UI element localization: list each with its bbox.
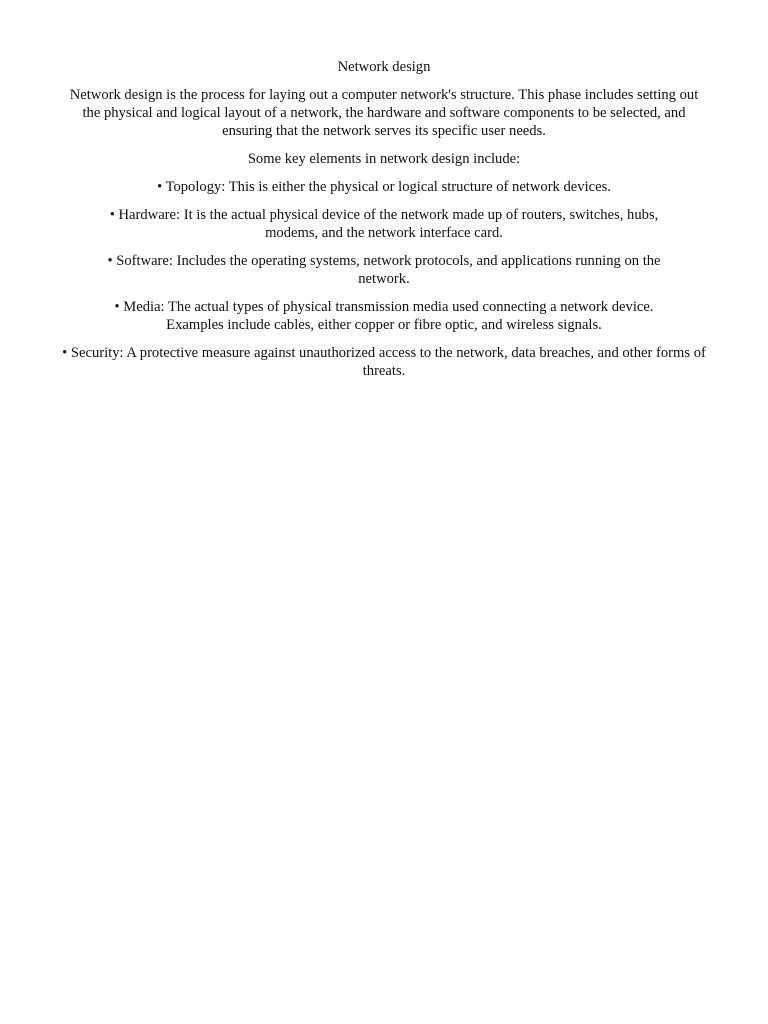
document-page bbox=[64, 58, 704, 390]
intro-paragraph: Network design is the process for laying out a computer network's structure. This phase includes setting out the physical and logical layout of a network, the hardware and software components to be selected, and ensuring that the network serves its specific user needs. bbox=[69, 87, 699, 139]
list-item-hardware: • Hardware: It is the actual physical device of the network made up of routers, switches, hubs, modems, and the network interface card. bbox=[109, 207, 659, 241]
lead-paragraph: Some key elements in network design include: bbox=[247, 151, 521, 167]
list-item-media: • Media: The actual types of physical transmission media used connecting a network device. Examples include cables, either copper or fibre optic, and wireless signals. bbox=[114, 299, 654, 333]
list-item-software: • Software: Includes the operating systems, network protocols, and applications running on the network. bbox=[107, 253, 661, 287]
document-title: Network design bbox=[337, 59, 431, 75]
list-item-topology: • Topology: This is either the physical or logical structure of network devices. bbox=[157, 179, 611, 195]
list-item-security: • Security: A protective measure against unauthorized access to the network, data breaches, and other forms of threats. bbox=[62, 345, 706, 379]
